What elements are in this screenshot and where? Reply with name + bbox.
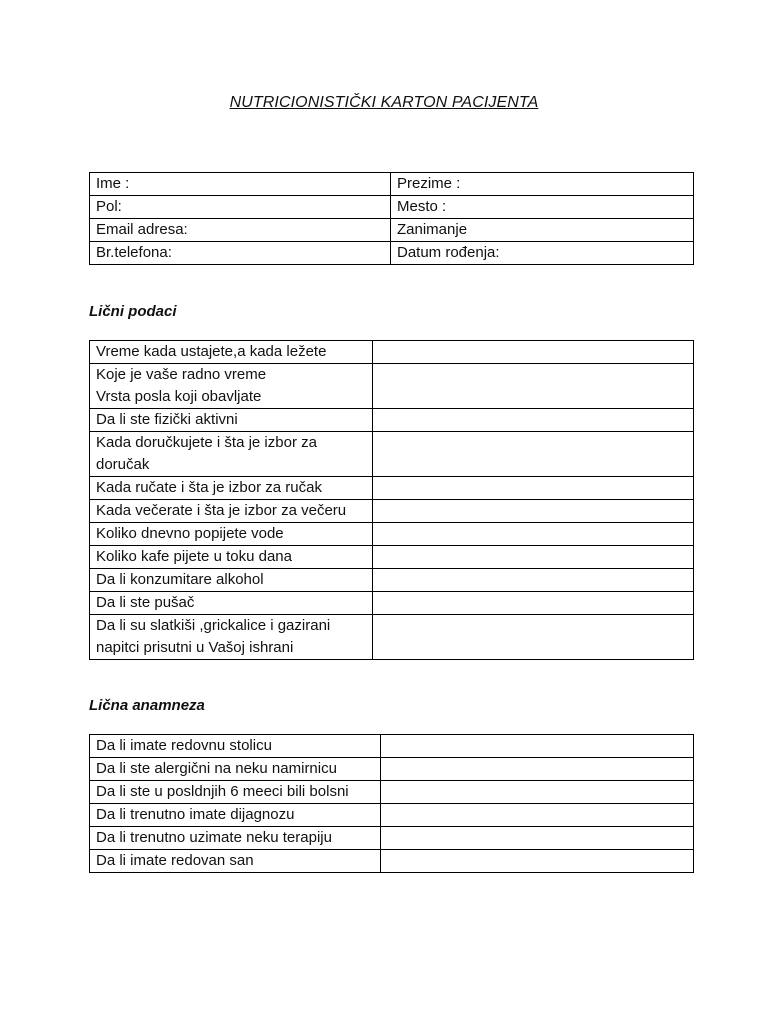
table-row xyxy=(90,850,694,873)
table-row xyxy=(90,242,694,265)
answer-cell[interactable] xyxy=(373,409,694,432)
field-label-zanimanje[interactable]: Zanimanje xyxy=(391,219,694,242)
answer-cell[interactable] xyxy=(373,569,694,592)
table-row xyxy=(90,341,694,364)
table-row xyxy=(90,219,694,242)
answer-cell[interactable] xyxy=(381,850,694,873)
question-label: Da li ste u posldnjih 6 meeci bili bolsni xyxy=(90,781,381,804)
answer-cell[interactable] xyxy=(373,615,694,660)
question-label: Da li trenutno uzimate neku terapiju xyxy=(90,827,381,850)
section-heading-personal: Lični podaci xyxy=(89,303,177,320)
anamnesis-table xyxy=(89,734,694,873)
basic-info-table xyxy=(89,172,694,265)
question-label: Da li imate redovnu stolicu xyxy=(90,735,381,758)
table-row xyxy=(90,500,694,523)
table-row xyxy=(90,758,694,781)
question-label: Da li ste pušač xyxy=(90,592,373,615)
table-row xyxy=(90,196,694,219)
question-label: Da li konzumitare alkohol xyxy=(90,569,373,592)
question-label: Vreme kada ustajete,a kada ležete xyxy=(90,341,373,364)
table-row xyxy=(90,173,694,196)
field-label-mesto[interactable]: Mesto : xyxy=(391,196,694,219)
answer-cell[interactable] xyxy=(381,735,694,758)
table-row xyxy=(90,827,694,850)
section-heading-anamnesis: Lična anamneza xyxy=(89,697,205,714)
table-row xyxy=(90,364,694,409)
answer-cell[interactable] xyxy=(373,341,694,364)
question-label: Da li imate redovan san xyxy=(90,850,381,873)
answer-cell[interactable] xyxy=(373,523,694,546)
table-row xyxy=(90,592,694,615)
field-label-prezime[interactable]: Prezime : xyxy=(391,173,694,196)
field-label-telefon[interactable]: Br.telefona: xyxy=(90,242,391,265)
table-row xyxy=(90,735,694,758)
answer-cell[interactable] xyxy=(381,781,694,804)
question-label: Kada večerate i šta je izbor za večeru xyxy=(90,500,373,523)
table-row xyxy=(90,477,694,500)
table-row xyxy=(90,804,694,827)
answer-cell[interactable] xyxy=(373,477,694,500)
answer-cell[interactable] xyxy=(373,546,694,569)
answer-cell[interactable] xyxy=(381,804,694,827)
answer-cell[interactable] xyxy=(381,827,694,850)
field-label-datum-rodjenja[interactable]: Datum rođenja: xyxy=(391,242,694,265)
answer-cell[interactable] xyxy=(381,758,694,781)
question-label: Da li ste alergični na neku namirnicu xyxy=(90,758,381,781)
document-title: NUTRICIONISTIČKI KARTON PACIJENTA xyxy=(229,94,539,111)
table-row xyxy=(90,523,694,546)
answer-cell[interactable] xyxy=(373,500,694,523)
personal-info-table xyxy=(89,340,694,660)
question-label: Da li su slatkiši ,grickalice i gazirani napitci prisutni u Vašoj ishrani xyxy=(90,615,373,660)
table-row xyxy=(90,569,694,592)
answer-cell[interactable] xyxy=(373,592,694,615)
table-row xyxy=(90,409,694,432)
table-row xyxy=(90,781,694,804)
table-row xyxy=(90,546,694,569)
answer-cell[interactable] xyxy=(373,364,694,409)
question-label: Kada ručate i šta je izbor za ručak xyxy=(90,477,373,500)
question-label: Kada doručkujete i šta je izbor za doručak xyxy=(90,432,373,477)
field-label-email[interactable]: Email adresa: xyxy=(90,219,391,242)
question-label: Da li ste fizički aktivni xyxy=(90,409,373,432)
question-label: Da li trenutno imate dijagnozu xyxy=(90,804,381,827)
question-label: Koliko kafe pijete u toku dana xyxy=(90,546,373,569)
table-row xyxy=(90,615,694,660)
question-label: Koliko dnevno popijete vode xyxy=(90,523,373,546)
answer-cell[interactable] xyxy=(373,432,694,477)
field-label-ime[interactable]: Ime : xyxy=(90,173,391,196)
question-label: Koje je vaše radno vreme Vrsta posla koji obavljate xyxy=(90,364,373,409)
field-label-pol[interactable]: Pol: xyxy=(90,196,391,219)
table-row xyxy=(90,432,694,477)
